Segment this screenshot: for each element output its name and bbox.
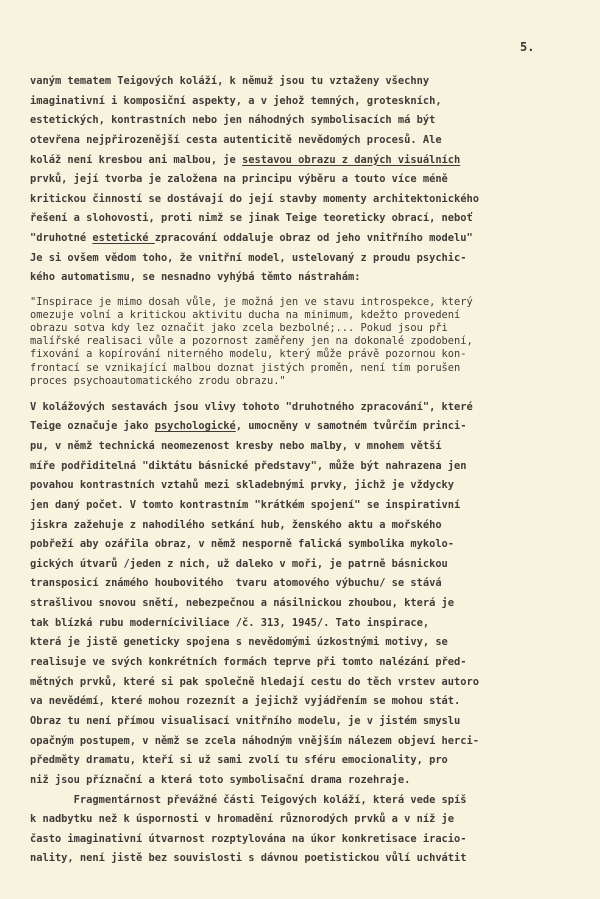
quote-line: obrazu sotva kdy lez označit jako zcela bezbolné;... Pokud jsou při	[30, 322, 448, 335]
page-body	[30, 72, 600, 869]
underlined-phrase: estetické	[92, 232, 155, 245]
text-line: Je si ovšem vědom toho, že vnitřní model, ustelovaný z proudu psychic-	[30, 251, 467, 264]
text-line: která je jistě geneticky spojena s nevědomými úzkostnými motivy, se	[30, 636, 448, 649]
text-line: va nevědémí, které mohou rozeznít a jejichž vyjádřením se mohou stát.	[30, 695, 461, 708]
underlined-phrase: psychologické	[154, 420, 236, 433]
text-line: jiskra zažehuje z nahodilého setkání hub, ženského aktu a mořského	[30, 518, 442, 531]
text-line: gických útvarů /jeden z nich, už daleko v moři, je patrně básnickou	[30, 557, 448, 570]
text-line: opačným postupem, v němž se zcela náhodným vnějším nálezem objeví herci-	[30, 734, 479, 747]
text-line	[30, 229, 600, 249]
quote-line: malířské realisaci vůle a pozornost zaměřeny jen na dokonalé zpodobení,	[30, 335, 473, 348]
text-span: zpracování oddaluje obraz od jeho vnitřního modelu"	[154, 232, 473, 245]
text-line	[30, 151, 600, 171]
quote-line: frontací se vznikající malbou doznat jistých proměn, není tím porušen	[30, 361, 461, 374]
text-line	[30, 417, 600, 437]
text-line: kého automatismu, se nesnadno vyhýbá těmto nástrahám:	[30, 271, 361, 284]
page-number: 5.	[520, 40, 535, 54]
text-line: realisuje ve svých konkrétních formách teprve při tomto nalézání před-	[30, 656, 467, 669]
text-line: transposicí známého houbovitého tvaru atomového výbuchu/ se stává	[30, 577, 442, 590]
paragraph-2	[30, 398, 600, 791]
text-span: koláž není kresbou ani malbou, je	[30, 153, 243, 166]
text-line: povahou kontrastních vztahů mezi skladebnými prvky, jichž je vždycky	[30, 479, 455, 492]
text-line: nality, není jistě bez souvislosti s dávnou poetistickou vůlí uchvátit	[30, 852, 467, 865]
text-line: pobřeží aby ozářila obraz, v němž nesporně falická symbolika mykolo-	[30, 538, 455, 551]
text-line: kritickou činností se dostávají do její stavby momenty architektonického	[30, 192, 479, 205]
quote-line: proces psychoautomatického zrodu obrazu."	[30, 374, 286, 387]
quote-line: "Inspirace je mimo dosah vůle, je možná jen ve stavu introspekce, který	[30, 296, 473, 309]
block-quote	[30, 296, 600, 388]
text-line: strašlivou snovou snětí, nebezpečnou a násilnickou zhoubou, která je	[30, 597, 455, 610]
paragraph-1	[30, 72, 600, 288]
text-line: vaným tematem Teigových koláží, k němuž jsou tu vztaženy všechny	[30, 75, 430, 87]
quote-line: fixování a kopírování niterného modelu, který může právě pozornou kon-	[30, 348, 467, 361]
text-line: předměty dramatu, kteří si už sami zvolí tu sféru emocionality, pro	[30, 754, 448, 767]
text-line: prvků, její tvorba je založena na principu výběru a touto více méně	[30, 173, 448, 186]
text-line: V kolážových sestavách jsou vlivy tohoto "druhotného zpracování", které	[30, 400, 473, 413]
text-line: estetických, kontrastních nebo jen náhodných symbolisacích má být	[30, 114, 436, 127]
text-line: jen daný počet. V tomto kontrastním "krátkém spojení" se inspirativní	[30, 498, 461, 511]
text-line: k nadbytku než k úspornosti v hromadění různorodých prvků a v níž je	[30, 813, 455, 826]
quote-line: omezuje volní a kritickou aktivitu ducha na minimum, kdežto provedení	[30, 309, 461, 322]
text-line: Obraz tu není přímou visualisací vnitřního modelu, je v jistém smyslu	[30, 714, 461, 727]
text-line: řešení a slohovosti, proti nimž se jinak Teige teoreticky obrací, neboť	[30, 212, 473, 225]
text-line: mětných prvků, které si pak společně hledají cestu do těch vrstev autoro	[30, 675, 479, 688]
text-line: tak blízká rubu moderníciviliace /č. 313, 1945/. Tato inspirace,	[30, 616, 430, 629]
text-line: imaginativní i komposiční aspekty, a v jehož temných, groteskních,	[30, 94, 442, 107]
paragraph-3	[30, 791, 600, 870]
text-line: Fragmentárnost převážné části Teigových koláží, která vede spíš	[30, 793, 467, 806]
text-line: pu, v němž technická neomezenost kresby nebo malby, v mnohem větší	[30, 439, 442, 452]
text-span: Teige označuje jako	[30, 420, 155, 433]
text-line: často imaginativní útvarnost rozptylována na úkor konkretisace iracio-	[30, 832, 467, 845]
text-line: niž jsou příznační a která toto symbolisační drama rozehraje.	[30, 773, 411, 786]
text-span: , umocněny v samotném tvůrčím princi-	[235, 420, 467, 433]
underlined-phrase: sestavou obrazu z daných visuálních	[242, 153, 461, 166]
text-span: "druhotné	[30, 232, 93, 245]
text-line: míře podřiditelná "diktátu básnické představy", může být nahrazena jen	[30, 459, 467, 472]
text-line: otevřena nejpřirozenější cesta autenticitě nevědomých procesů. Ale	[30, 133, 442, 146]
